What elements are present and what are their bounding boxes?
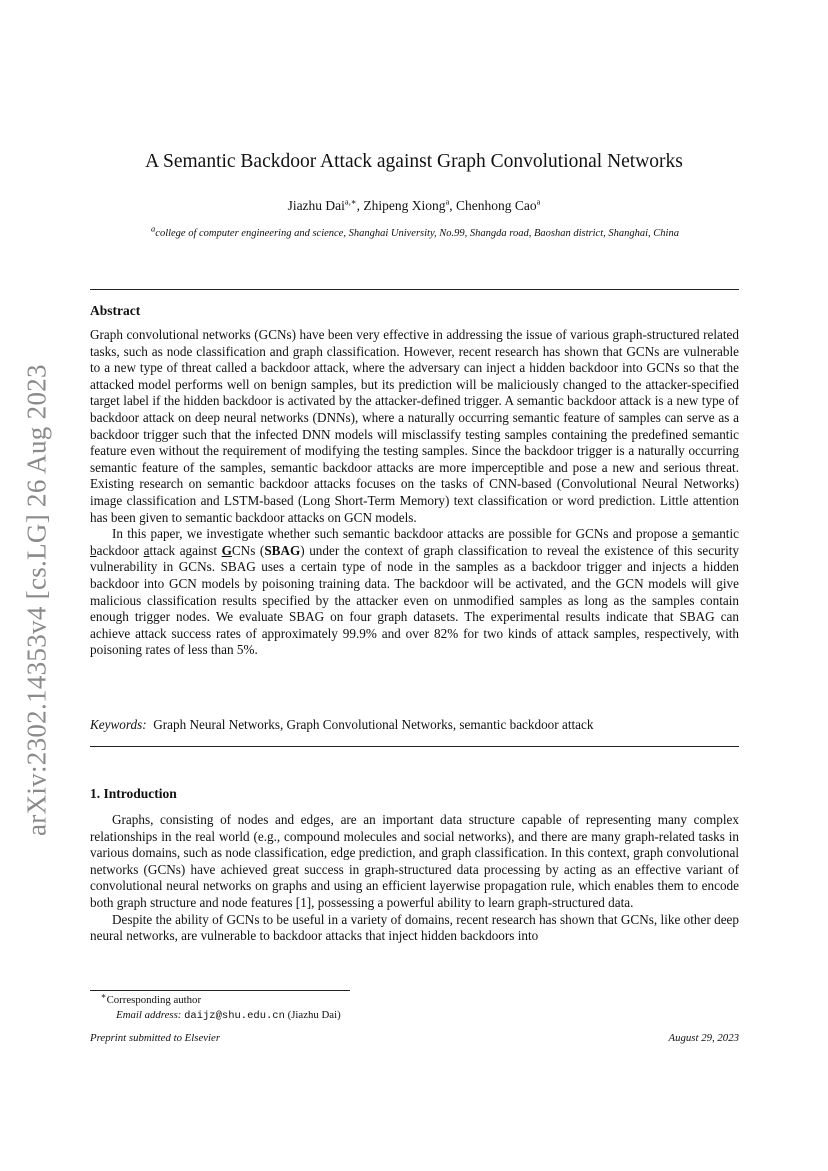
footnote-corresponding [90, 990, 341, 1008]
abstract-bottom-rule [90, 746, 739, 747]
affiliation-text: college of computer engineering and science, Shanghai University, No.99, Shangda road, Baoshan district, Shanghai, China [155, 228, 679, 239]
abstract-body [90, 327, 739, 659]
author-mark: a,∗ [344, 196, 357, 207]
author-name: Chenhong Cao [456, 198, 537, 213]
introduction-body [90, 812, 739, 945]
arxiv-identifier-stamp: arXiv:2302.14353v4 [cs.LG] 26 Aug 2023 [21, 364, 52, 836]
abstract-top-rule [90, 289, 739, 290]
footer-date: August 29, 2023 [668, 1032, 739, 1044]
author-list [0, 197, 828, 215]
acronym-initial: s [692, 526, 698, 542]
footnote-email-label: Email address: [116, 1009, 182, 1021]
acronym-initial: a [143, 542, 150, 558]
abstract-paragraph [90, 526, 739, 659]
abstract-text: In this paper, we investigate whether such semantic backdoor attacks are possible for GCNs and propose a [112, 526, 693, 542]
footnote-rule [90, 990, 350, 991]
footnote-corresponding-text: Corresponding author [106, 994, 202, 1006]
footnote-email[interactable]: daijz@shu.edu.cn [184, 1010, 285, 1022]
paper-title: A Semantic Backdoor Attack against Graph Convolutional Networks [145, 151, 683, 172]
acronym-word-rest: ackdoor [96, 542, 144, 558]
author-mark: a [445, 196, 450, 207]
affiliation-mark: a [151, 223, 156, 234]
author-name: Zhipeng Xiong [363, 198, 446, 213]
keywords [90, 716, 739, 734]
introduction-paragraph: Despite the ability of GCNs to be useful in a variety of domains, recent research has shown that GCNs, like other deep neural networks, are vulnerable to backdoor attacks that inject hidden backdoors into [90, 911, 739, 944]
acronym-initial: b [90, 542, 97, 558]
section-heading-introduction: 1. Introduction [90, 786, 177, 801]
abstract-paragraph: Graph convolutional networks (GCNs) have been very effective in addressing the issue of various graph-structured related tasks, such as node classification and graph classification. However, recent research has shown that GCNs are vulnerable to a new type of threat called a backdoor attack, where the adversary can inject a hidden backdoor into GCNs so that the attacked model performs well on benign samples, but its prediction will be maliciously changed to the attacker-specified target label if the hidden backdoor is activated by the attacker-defined trigger. A semantic backdoor attack is a new type of backdoor attack on deep neural networks (DNNs), where a naturally occurring semantic feature of samples can serve as a backdoor trigger such that the infected DNN models will misclassify testing samples containing the predefined semantic feature even without the requirement of modifying the testing samples. Since the backdoor trigger is a naturally occurring semantic feature of the samples, semantic backdoor attacks are more imperceptible and pose a new and serious threat. Existing research on semantic backdoor attacks focuses on the tasks of CNN-based (Convolutional Neural Networks) image classification and LSTM-based (Long Short-Term Memory) text classification or word prediction. Little attention has been given to semantic backdoor attacks on GCN models. [90, 327, 739, 525]
keywords-label: Keywords: [90, 717, 147, 732]
abstract-heading: Abstract [90, 303, 141, 318]
author-mark: a [536, 196, 541, 207]
footnote-mark: ∗ [100, 990, 107, 1001]
acronym-initial: G [221, 542, 232, 558]
footnote-email-line [90, 1008, 341, 1024]
acronym-word-rest: ttack against [149, 542, 222, 558]
acronym-sbag: SBAG [264, 542, 301, 558]
footnote-email-owner: (Jiazhu Dai) [287, 1009, 341, 1021]
abstract-text: ) under the context of graph classification to reveal the existence of this security vulnerability in GCNs. SBAG uses a certain type of node in the samples as a backdoor trigger and injects a hidden backdoor into GCN models by poisoning training data. The backdoor will be activated, and the GCN models will give malicious classification results specified by the attacker even on unmodified samples as long as the samples contain enough trigger nodes. We evaluate SBAG on four graph datasets. The experimental results indicate that SBAG can achieve attack success rates of approximately 99.9% and over 82% for two kinds of attack samples, respectively, with poisoning rates of less than 5%. [90, 542, 739, 658]
author-separator: , [356, 198, 364, 213]
footnote [90, 990, 341, 1024]
introduction-paragraph: Graphs, consisting of nodes and edges, are an important data structure capable of representing many complex relationships in the real world (e.g., compound molecules and social networks), and there are many graph-related tasks in various domains, such as node classification, edge prediction, and graph classification. In this context, graph convolutional networks (GCNs) have achieved great success in graph-structured data processing by acting as an effective variant of convolutional neural networks on graphs and using an efficient layerwise propagation rule, which enables them to encode both graph structure and node features [1], possessing a powerful ability to learn graph-structured data. [90, 812, 739, 910]
affiliation [90, 223, 740, 242]
acronym-word-rest: CNs ( [231, 542, 265, 558]
footer-preprint-note: Preprint submitted to Elsevier [90, 1032, 221, 1044]
keywords-text: Graph Neural Networks, Graph Convolutional Networks, semantic backdoor attack [153, 717, 594, 732]
author-name: Jiazhu Dai [287, 198, 345, 213]
acronym-word-rest: emantic [697, 526, 739, 542]
author-separator: , [449, 198, 457, 213]
